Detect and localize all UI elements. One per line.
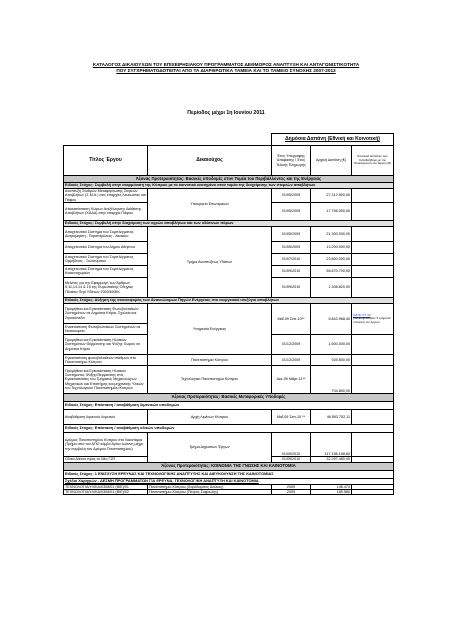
header-year: Έτος Υπογραφής Απόφασης / Έτος Τελικής Πληρωμής xyxy=(272,146,311,176)
beneficiary-cell: Αρχή Λιμένων Κύπρου xyxy=(148,409,272,424)
header-final: Συνολικά Δαπάνες που Καταβλήθηκε με την Ολοκλήρωση του Έργου (€) xyxy=(352,146,394,176)
initial-amount-cell: 21.300.000,00 xyxy=(311,226,352,241)
initial-amount-cell: 13.200.000,00 xyxy=(311,241,352,253)
project-title-cell: Αποχετευτικό Σύστημα του Συμπλέγματος Αστρομερίτη - Περιστερώνας - Ακακίου xyxy=(64,226,148,241)
project-title-cell: Αποχετευτικό Σύστημα του Συμπλέγματος Ορμήδειας - Ξυλοτύμπου xyxy=(64,253,148,265)
year-cell: 01/05/2009 xyxy=(272,241,311,253)
initial-amount-cell: 1.600.000,00 xyxy=(311,334,352,354)
year-cell: Μαΐ-09 Σεπ-10 ** xyxy=(272,409,311,424)
year-cell: 01/09/2010 xyxy=(272,265,311,277)
objective-roads: Ειδικός Στόχος: Επέκταση / αναβάθμιση οδικών υποδομών xyxy=(64,424,394,432)
year-cell: 2009 xyxy=(272,484,311,489)
priority-axis-transport: Άξονας Προτεραιότητας: Βασικές Μεταφορικές Υποδομές xyxy=(64,393,394,401)
project-title-cell: Ενκατάσταση Φωτοβολταϊκών Συστημάτων σε Νοσοκομεία xyxy=(64,323,148,334)
year-cell: 01/12/2009 xyxy=(272,334,311,354)
document-title xyxy=(0,62,452,74)
final-amount-value: 4.878.777,34 xyxy=(353,312,371,317)
completion-note: (ολοκληρώθηκαν 3 τμήματα/υποέργα του έργου) xyxy=(353,316,391,324)
beneficiary-cell: Υπηρεσία Ενέργειας xyxy=(148,303,272,354)
project-title-cell: Αποχετευτικό Σύστημα του Δήμου Αθηένου xyxy=(64,241,148,253)
header-beneficiary: Δικαιούχος xyxy=(148,146,272,176)
beneficiary-cell: Τμήμα Δημοσίων Έργων xyxy=(148,432,272,462)
initial-amount-cell: 46.593.752,11 xyxy=(311,409,352,424)
priority-axis-environment: Άξονας Προτεραιότητας: Βασικές υποδομές στον Τομέα του Περιβάλλοντος και της Ενέργειας xyxy=(64,176,394,183)
objective-solid-waste: Ειδικός Στόχος: Συμβολή στην εναρμόνιση της Κύπρου με το κοινοτικό κεκτημένο στον τομέα της διαχείρισης των στερεών αποβλήτων xyxy=(64,183,394,189)
header-project-title: Τίτλος Έργου xyxy=(64,146,148,176)
project-title-cell: Αναπτυξη Σταθμών Μεταφόρτωσης Στερεών Αποβλήτων (Σ.Μ.Α.) στις επαρχίες Λευκωσίας και Πάφου xyxy=(65,189,146,202)
objective-renewable-energy: Ειδικός Στόχος: Αύξηση της συνεισφοράς των Ανανεώσιμων Πηγών Ενέργειας στο ενεργειακό ισοζύγιο αποβλήτων xyxy=(64,297,394,303)
year-cell: Δεκ-09 Μάρτ-11** xyxy=(272,365,311,393)
year-cell: 01/05/2009 xyxy=(272,189,311,203)
project-title-cell: Προμήθεια και Εγκατάσταση Φωτοβολταϊκών Συστημάτων σε Δημόσια Κτίρια, Σχολεία και Στρατόπεδα xyxy=(64,303,148,323)
beneficiary-cell: Υπουργείο Εσωτερικών xyxy=(148,189,272,221)
title-line-1: ΚΑΤΑΛΟΓΟΣ ΔΙΚΑΙΟΥΧΩΝ ΤΟΥ ΕΠΙΧΕΙΡΗΣΙΑΚΟΥ ΠΡΟΓΡΑΜΜΑΤΟΣ ΔΕΘΜΟΡΟΣ ΑΝΑΠΤΥΞΗ ΚΑΙ ΑΝΤΑΓΩΝΙΣΤΙΚΟΤΗΤΑ xyxy=(92,62,360,67)
beneficiary-cell: Πανεπιστήμιο Κύπρου (Πέτρος Σοφουλής) xyxy=(148,490,272,495)
initial-amount-cell: 925.500,00 xyxy=(311,354,352,365)
initial-amount-cell: 23.800.000,00 xyxy=(311,253,352,265)
initial-amount-cell: 5.843.968,40 xyxy=(311,303,352,334)
project-title-cell: Εγκατάσταση φωτοβολταϊκών σταθμών στο Πανεπιστήμιο Κύπρου xyxy=(64,354,148,365)
year-cell: 2009 xyxy=(272,490,311,495)
objective-ports: Ειδικός Στόχος: Επέκταση / αναβάθμιση λιμενικών υποδομών xyxy=(64,401,394,409)
title-line-2: ΠΟΥ ΣΥΓΧΡΗΜΑΤΟΔΟΤΕΙΤΑΙ ΑΠΟ ΤΑ ΔΙΑΡΘΡΩΤΙΚΑ ΤΑΜΕΙΑ ΚΑΙ ΤΟ ΤΑΜΕΙΟ ΣΥΝΟΧΗΣ 2007-2013 xyxy=(116,68,336,73)
initial-amount-cell: 189.580 xyxy=(311,490,352,495)
initial-amount-cell: 17.756.000,00 xyxy=(311,202,352,220)
year-cell: 01/09/2010 xyxy=(272,277,311,297)
year-cell: Μαΐ-09 Σεπ-10** xyxy=(272,303,311,334)
beneficiary-cell: Πανεπιστήμιο Κύπρου xyxy=(148,354,272,365)
grant-scheme-heading: Σχέδιο Χορηγιών - ΔΕΣΜΗ ΠΡΟΓΡΑΜΜΑΤΩΝ ΓΙΑ ΕΡΕΥΝΑ, ΤΕΧΝΟΛΟΓΙΚΗ ΑΝΑΠΤΥΞΗ ΚΑΙ ΚΑΙΝΟΤΟΜΙΑ xyxy=(64,478,394,484)
initial-amount-cell: 1.306.820,00 xyxy=(311,277,352,297)
initial-amount-cell: 117.156.168,80 xyxy=(311,432,352,456)
project-title-cell: Οδικό Δίκτυο προς το Νέο Γ2Π xyxy=(64,456,148,462)
project-title-cell: Μελέτες για την Εφαρμογή των Άρθρων 5,11,13,14 & 15 της Ευρωπαϊκής Οδηγίας Πλαίσιο Περί Υδάτων 2000/60/ΕΚ xyxy=(64,277,148,297)
initial-amount-cell: 704.800,00 xyxy=(311,365,352,393)
project-title-cell: ΤΕΧΝΟΛΟΓΙΑ/ΥΛΙΚΑ/0308/01 (ΒΙΕ)/02 xyxy=(64,490,148,495)
year-cell: 01/05/2009 xyxy=(272,226,311,241)
beneficiary-cell: Τμήμα Αναπτύξεως Υδάτων xyxy=(148,226,272,297)
project-title-cell: Αναβάθμιση Λιμανιού Λεμεσού xyxy=(64,409,148,424)
initial-amount-cell: 32.297.480,00 xyxy=(311,456,352,462)
project-title-cell: ΤΕΧΝΟΛΟΓΙΑ/ΥΛΙΚΑ/0308/01 (ΒΙΕ)/01 xyxy=(64,484,148,489)
header-initial: Αρχική Δαπάνη (€) xyxy=(311,146,352,176)
project-title-cell: Αποχετευτικό Σύστημα του Συμπλέγματος Κοκκινοχωριών xyxy=(64,265,148,277)
period-label: Περίοδος μέχρι 1η Ιουνίου 2011 xyxy=(187,110,265,116)
initial-amount-cell: 56.670.700,00 xyxy=(311,265,352,277)
objective-research: Ειδικός Στόχος: 1 ΕΝΙΣΧΥΣΗ ΕΡΕΥΝΑΣ ΚΑΙ ΤΕΧΝΟΛΟΓΙΚΗΣ ΑΝΑΠΤΥΞΗΣ ΚΑΙ ΔΙΕΥΚΟΛΥΝΣΗ ΤΗΣ ΚΑΙΝΟΤΟΜΙΑΣ xyxy=(64,470,394,478)
project-title-cell: Προμήθεια και Εγκατάσταση Ηλιακού Συστήματος Ψύξης/Θέρμανσης στις Εγκαταστάσεις του Τμήματος Μηχανολόγων Μηχανικών και Επιστήμης και μηχανικής Υλικών του Τεχνολογικού Πανεπιστημίου Κύπρου xyxy=(64,365,148,393)
public-expenditure-header: Δημόσια Δαπάνη (Εθνική και Κοινοτική) xyxy=(272,134,394,146)
beneficiary-cell: Τεχνολογικό Πανεπιστήμιο Κύπρου xyxy=(148,365,272,393)
priority-axis-knowledge: Άξονας Προτεραιότητας: ΚΟΙΝΩΝΙΑ ΤΗΣ ΓΝΩΣΗΣ ΚΑΙ ΚΑΙΝΟΤΟΜΙΑ xyxy=(64,462,394,470)
initial-amount-cell: 27.312.500,00 xyxy=(311,189,352,203)
year-cell: 01/12/2009 xyxy=(272,354,311,365)
objective-wastewater: Ειδικός Στόχος: Συμβολή στην διαχείριση των υγρών αποβλήτων και των υδάτινων πόρων xyxy=(64,220,394,226)
year-cell: 01/09/2010 xyxy=(272,456,311,462)
project-title-cell: Προμήθεια και Εγκατάσταση Ηλιακών Συστημάτων Θέρμανσης και Ψύξης Χώρου σε Δημόσια Κτίρια xyxy=(64,334,148,354)
initial-amount-cell: 146.474 xyxy=(311,484,352,489)
final-amount-cell xyxy=(352,303,394,334)
year-cell: 01/09/2010 xyxy=(272,432,311,456)
beneficiaries-table xyxy=(63,133,394,495)
project-title-cell: Αποκατάσταση Χώρων Ανεξέλεγκτης Διάθεσης Αποβλήτων (ΧΑΔΑ) στην επαρχία Πάφου xyxy=(64,202,148,220)
project-title-cell: Δρόμος Πανεπιστημίου Κύπρου στο Λακατάμια (Τμήμα από τον ΑΠΟ κόμβο Αγίου Ιωάννη μέχρι την συμβολή του Δρόμου Πανεπιστημίου) xyxy=(64,432,148,456)
year-cell: 01/05/2009 xyxy=(272,202,311,220)
beneficiary-cell: Πανεπιστήμιο Κύπρου (Χαράλαμπος Δούκας) xyxy=(148,484,272,489)
year-cell: 01/07/2010 xyxy=(272,253,311,265)
